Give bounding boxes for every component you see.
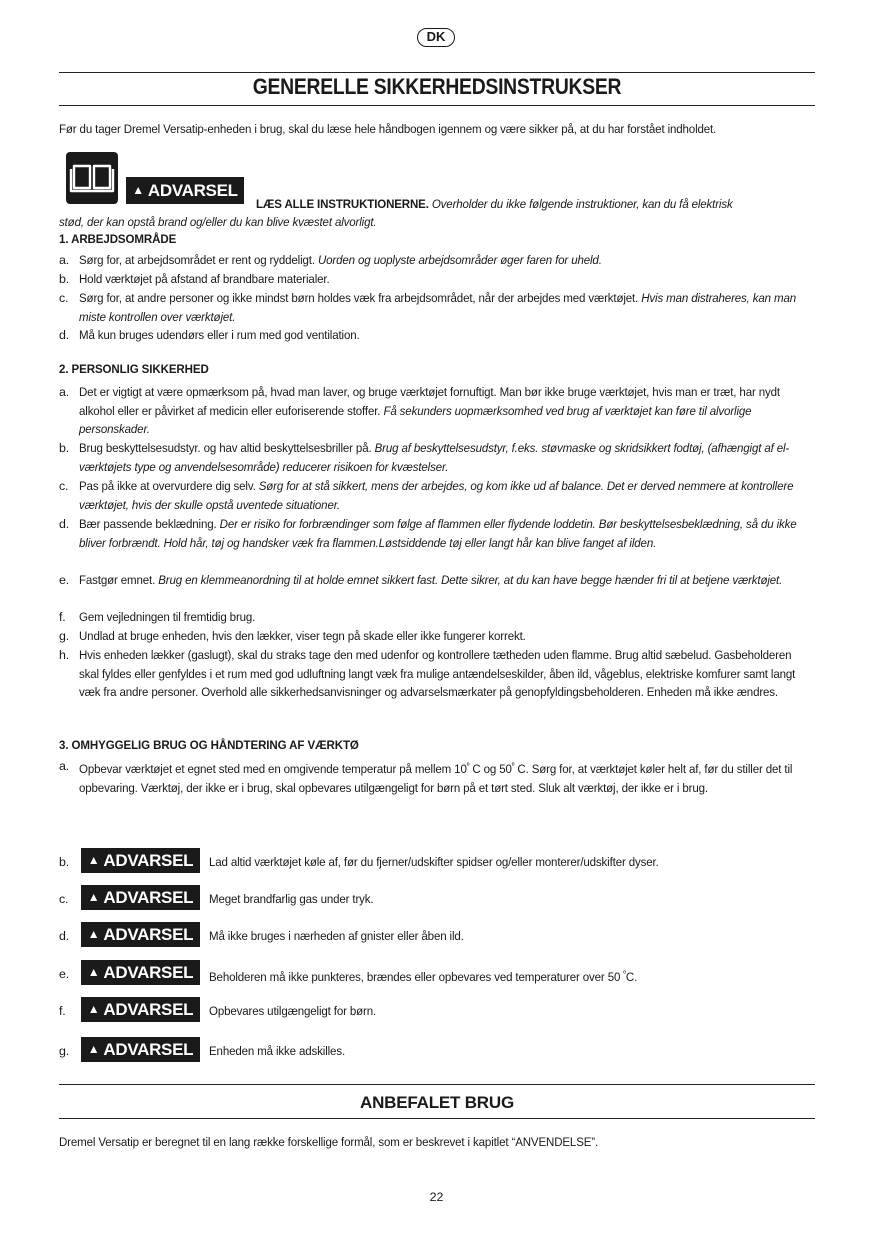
list-item: g. Undlad at bruge enheden, hvis den lækker, viser tegn på skade eller ikke fungerer korrekt. [59,629,526,643]
title-rule-bottom [59,105,815,106]
warning-lead-line1: LÆS ALLE INSTRUKTIONERNE. Overholder du ikke følgende instruktioner, kan du få elektrisk [256,197,733,211]
page-number: 22 [429,1190,444,1204]
warning-badge: ▲ ADVARSEL [81,997,200,1022]
page-title: GENERELLE SIKKERHEDSINSTRUKSER [252,74,622,99]
warning-badge: ▲ ADVARSEL [81,922,200,947]
recommended-text: Dremel Versatip er beregnet til en lang række forskellige formål, som er beskrevet i kapitlet “ANVENDELSE”. [59,1135,599,1149]
warning-text: Må ikke bruges i nærheden af gnister eller åben ild. [209,929,464,943]
warning-row: c. ▲ ADVARSEL Meget brandfarlig gas under tryk. [59,885,819,911]
list-item: d. Bær passende beklædning. Der er risiko for forbrændinger som følge af flammen eller flydende loddetin. Bør beskyttelsesbeklædning, så du ikke bliver forbrændt. Hold hår, tøj og handsker væk fra flammen.Løstsiddende tøj eller langt hår kan blive fanget af ilden. [59,517,797,550]
list-item: c. Pas på ikke at overvurdere dig selv. Sørg for at stå sikkert, mens der arbejdes, og kom ikke ud af balance. Det er derved nemmere at kontrollere værktøjet, hvis der skulle opstå uventede situationer. [59,479,794,512]
list-item: c. Sørg for, at andre personer og ikke mindst børn holdes væk fra arbejdsområdet, når der arbejdes med værktøjet. Hvis man distraheres, kan man miste kontrollen over værktøjet. [59,291,797,324]
warning-text: Enheden må ikke adskilles. [209,1044,346,1058]
warning-row: d. ▲ ADVARSEL Må ikke bruges i nærheden af gnister eller åben ild. [59,922,819,948]
warning-badge-main: ▲ ADVARSEL [126,177,244,204]
warning-triangle-icon: ▲ [87,1002,100,1016]
list-item: d. Må kun bruges udendørs eller i rum med god ventilation. [59,328,360,342]
list-item: h. Hvis enheden lækker (gaslugt), skal du straks tage den med udenfor og kontrollere tætheden uden flamme. Brug altid sæbelud. Gasbeholderen skal fyldes eller genfyldes i et rum med god udluftning langt væk fra mulige antændelseskilder, åben ild, vågeblus, elektriske komfurer samt langt væk fra andre personer. Overhold alle sikkerhedsanvisninger og advarselsmærkater på genopfyldingsbeholderen. Enheden må ikke ændres. [59,648,796,700]
warning-lead-line2: stød, der kan opstå brand og/eller du kan blive kvæstet alvorligt. [59,215,377,229]
warning-triangle-icon: ▲ [132,183,144,197]
warning-triangle-icon: ▲ [87,853,100,867]
warning-text: Lad altid værktøjet køle af, før du fjerner/udskifter spidser og/eller monterer/udskifter dyser. [209,855,659,869]
subtitle-rule-top [59,1084,815,1085]
warning-text: Meget brandfarlig gas under tryk. [209,892,374,906]
warning-badge: ▲ ADVARSEL [81,885,200,910]
list-item: a. Opbevar værktøjet et egnet sted med en omgivende temperatur på mellem $10^º$ C og $50^º$ C. Sørg for, at værktøjet køler helt af, før du stiller det til opbevaring. Værktøj, der ikke er i brug, skal opbevares utilgængeligt for børn på et tørt sted. Sluk alt værktøj, der ikke er i brug. [59,759,793,795]
warning-triangle-icon: ▲ [87,965,100,979]
language-badge: DK [417,28,455,47]
list-item: a. Sørg for, at arbejdsområdet er rent og ryddeligt. Uorden og uoplyste arbejdsområder øger faren for uheld. [59,253,602,267]
read-manual-icon [66,152,118,204]
intro-text: Før du tager Dremel Versatip-enheden i brug, skal du læse hele håndbogen igennem og være sikker på, at du har forstået indholdet. [59,122,717,136]
section1-heading: 1. ARBEJDSOMRÅDE [59,232,177,246]
warning-text: Beholderen må ikke punkteres, brændes eller opbevares ved temperaturer over 50 $^º$C. [209,969,638,984]
section3-heading: 3. OMHYGGELIG BRUG OG HÅNDTERING AF VÆRKTØ [59,738,359,752]
list-item: b. Hold værktøjet på afstand af brandbare materialer. [59,272,330,286]
warning-text: Opbevares utilgængeligt for børn. [209,1004,377,1018]
list-item: e. Fastgør emnet. Brug en klemmeanordning til at holde emnet sikkert fast. Dette sikrer, at du kan have begge hænder fri til at betjene værktøjet. [59,573,783,587]
subtitle-rule-bottom [59,1118,815,1119]
warning-row: f. ▲ ADVARSEL Opbevares utilgængeligt for børn. [59,997,819,1023]
warning-row: g. ▲ ADVARSEL Enheden må ikke adskilles. [59,1037,819,1063]
list-item: f. Gem vejledningen til fremtidig brug. [59,610,256,624]
title-rule-top [59,72,815,73]
section2-heading: 2. PERSONLIG SIKKERHED [59,362,209,376]
warning-triangle-icon: ▲ [87,927,100,941]
section-title-recommended: ANBEFALET BRUG [360,1093,514,1112]
warning-triangle-icon: ▲ [87,890,100,904]
warning-badge: ▲ ADVARSEL [81,1037,200,1062]
warning-triangle-icon: ▲ [87,1042,100,1056]
warning-row: b. ▲ ADVARSEL Lad altid værktøjet køle af, før du fjerner/udskifter spidser og/eller monterer/udskifter dyser. [59,848,819,874]
warning-row: e. ▲ ADVARSEL Beholderen må ikke punkteres, brændes eller opbevares ved temperaturer over 50 $^º$C. [59,960,819,986]
warning-badge: ▲ ADVARSEL [81,848,200,873]
list-item: b. Brug beskyttelsesudstyr. og hav altid beskyttelsesbriller på. Brug af beskyttelsesudstyr, f.eks. støvmaske og skridsikkert fodtøj, (afhængigt af el-værktøjets type og anvendelsesområde) reducerer risikoen for kvæstelser. [59,441,790,474]
warning-badge: ▲ ADVARSEL [81,960,200,985]
list-item: a. Det er vigtigt at være opmærksom på, hvad man laver, og bruge værktøjet fornuftigt. Man bør ikke bruge værktøjet, hvis man er træt, har nydt alkohol eller er påvirket af medicin eller euforiserende stoffer. Få sekunders uopmærksomhed ved brug af værktøjet kan føre til alvorlige personskader. [59,385,780,437]
